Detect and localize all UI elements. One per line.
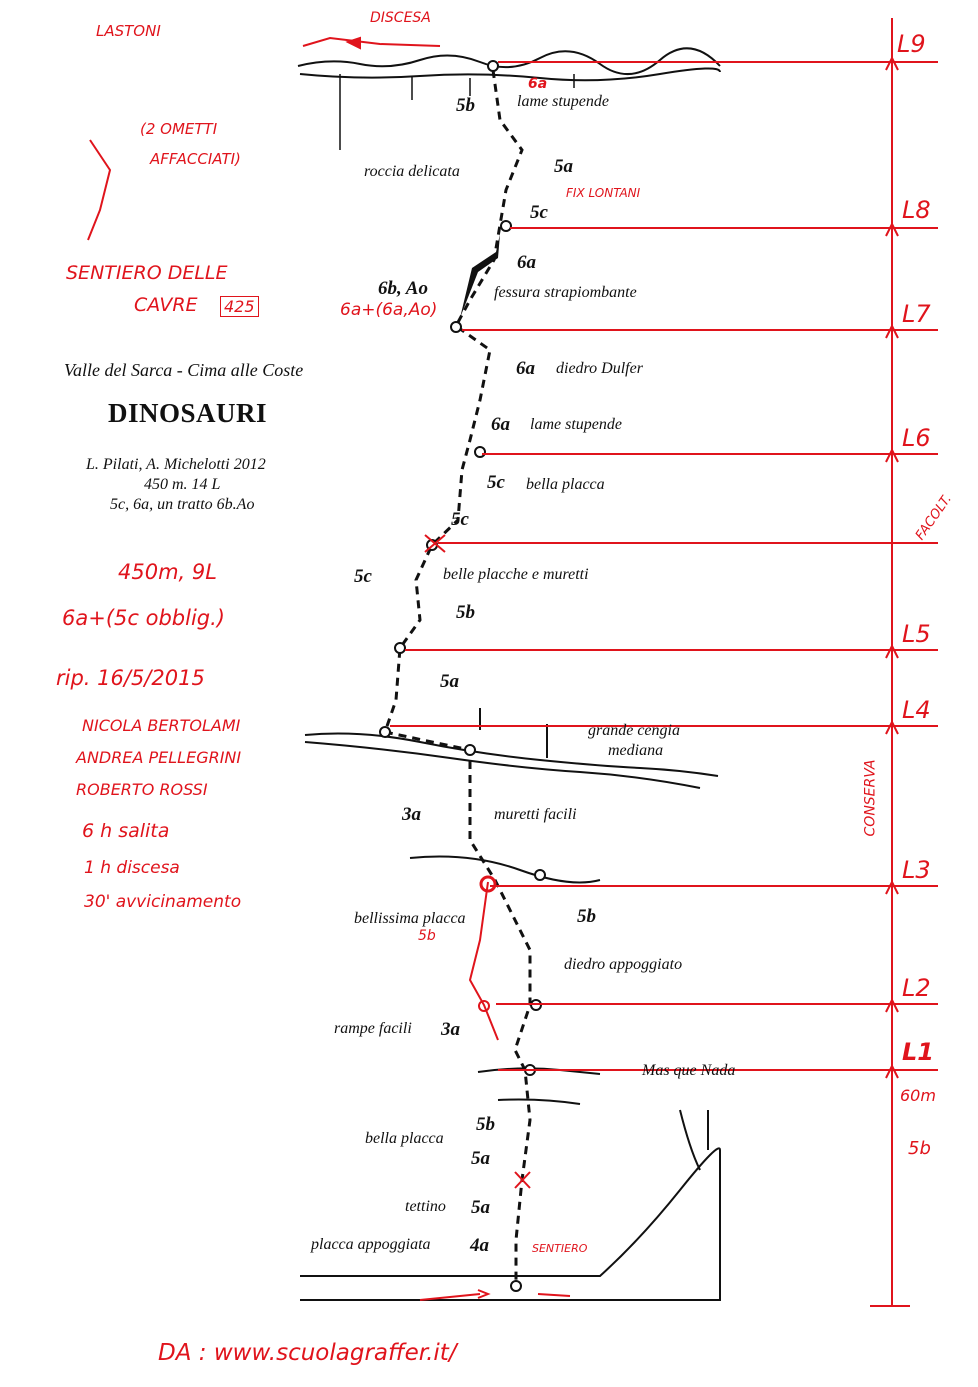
grade-5c-placca: 5c xyxy=(487,472,505,493)
label-mas-que-nada: Mas que Nada xyxy=(642,1062,736,1079)
note-sentiero-1: SENTIERO DELLE xyxy=(66,262,228,284)
note-time-3: 30' avvicinamento xyxy=(84,892,242,912)
route-authors: L. Pilati, A. Michelotti 2012 xyxy=(86,456,266,473)
grade-5a-tettino: 5a xyxy=(471,1197,490,1218)
label-bella-placca-upper: bella placca xyxy=(526,476,605,493)
route-length: 450 m. 14 L xyxy=(144,476,221,493)
label-roccia-delicata: roccia delicata xyxy=(364,163,460,180)
note-grade-top-red: 6a xyxy=(528,76,548,92)
label-fessura: fessura strapiombante xyxy=(494,284,637,301)
pitch-l9: L9 xyxy=(897,30,926,58)
grade-5c-mid: 5c xyxy=(451,509,469,530)
pitch-l3: L3 xyxy=(902,856,931,884)
label-belle-placche: belle placche e muretti xyxy=(443,566,589,583)
grade-5a-top: 5a xyxy=(554,156,573,177)
grade-6a-lame: 6a xyxy=(491,414,510,435)
note-sentiero-2: CAVRE xyxy=(134,294,198,316)
grade-3a-rampe: 3a xyxy=(441,1019,460,1040)
grade-4a: 4a xyxy=(470,1235,489,1256)
grade-3a-muretti: 3a xyxy=(402,804,421,825)
grade-6b-ao: 6b, Ao xyxy=(378,278,428,299)
grade-6a-dulfer: 6a xyxy=(516,358,535,379)
note-summary-2: 6a+(5c obblig.) xyxy=(62,606,225,630)
pitch-l1: L1 xyxy=(902,1038,934,1066)
note-climber-3: ROBERTO ROSSI xyxy=(76,780,208,799)
note-time-2: 1 h discesa xyxy=(84,858,180,878)
variant-red-x xyxy=(425,535,530,1188)
note-time-1: 6 h salita xyxy=(82,820,170,842)
note-source: DA : www.scuolagraffer.it/ xyxy=(158,1340,457,1366)
grade-5b-top: 5b xyxy=(456,95,475,116)
note-sentiero-num: 425 xyxy=(220,296,259,317)
label-lame-stupende-top: lame stupende xyxy=(517,93,609,110)
label-bellissima-placca: bellissima placca xyxy=(354,910,466,927)
label-lame-stupende: lame stupende xyxy=(530,416,622,433)
note-bellissima-red: 5b xyxy=(418,928,436,944)
grade-5b-bellissima: 5b xyxy=(577,906,596,927)
pitch-l4: L4 xyxy=(902,696,931,724)
pitch-l8: L8 xyxy=(902,196,931,224)
note-grade-6b-red: 6a+(6a,Ao) xyxy=(340,300,438,320)
grade-5a-mid: 5a xyxy=(440,671,459,692)
note-climber-1: NICOLA BERTOLAMI xyxy=(82,716,241,735)
route-grades: 5c, 6a, un tratto 6b.Ao xyxy=(110,496,255,513)
note-fix-lontani: FIX LONTANI xyxy=(566,186,641,200)
route-title: DINOSAURI xyxy=(108,398,268,428)
note-facolt: FACOLT. xyxy=(912,491,955,544)
grade-5b-low: 5b xyxy=(476,1114,495,1135)
pitch-lines xyxy=(88,18,938,1306)
grade-5a-low: 5a xyxy=(471,1148,490,1169)
label-diedro-appoggiato: diedro appoggiato xyxy=(564,956,683,973)
pitch-l2: L2 xyxy=(902,974,931,1002)
note-rip: rip. 16/5/2015 xyxy=(56,666,205,690)
note-lastoni: LASTONI xyxy=(96,22,161,40)
note-ometti-2: AFFACCIATI) xyxy=(150,150,241,168)
area-name: Valle del Sarca - Cima alle Coste xyxy=(64,360,304,380)
note-conserva: CONSERVA xyxy=(862,759,879,837)
variant-red-line xyxy=(470,882,498,1040)
grade-5b-mid: 5b xyxy=(456,602,475,623)
note-discesa: DISCESA xyxy=(370,10,431,26)
summit-ridge xyxy=(298,48,720,150)
label-diedro-dulfer: diedro Dulfer xyxy=(556,360,643,377)
grade-5c-top: 5c xyxy=(530,202,548,223)
note-l1-length: 60m xyxy=(900,1086,936,1105)
ground-base xyxy=(300,1110,720,1300)
label-placca-appoggiata: placca appoggiata xyxy=(311,1236,431,1253)
label-muretti-facili: muretti facili xyxy=(494,806,577,823)
pitch-l7: L7 xyxy=(902,300,931,328)
grade-5c-belle: 5c xyxy=(354,566,372,587)
label-grande-cengia: grande cengia xyxy=(588,722,680,739)
label-rampe-facili: rampe facili xyxy=(334,1020,412,1037)
grade-6a-fess: 6a xyxy=(517,252,536,273)
label-bella-placca-lower: bella placca xyxy=(365,1130,444,1147)
note-ometti-1: (2 OMETTI xyxy=(140,120,218,138)
note-climber-2: ANDREA PELLEGRINI xyxy=(76,748,242,767)
pitch-l6: L6 xyxy=(902,424,931,452)
note-sentiero-start: SENTIERO xyxy=(532,1242,588,1255)
label-mediana: mediana xyxy=(608,742,664,759)
pitch-l5: L5 xyxy=(902,620,931,648)
note-l1-grade: 5b xyxy=(908,1138,931,1159)
label-tettino: tettino xyxy=(405,1198,446,1215)
lower-ledges xyxy=(410,857,600,1105)
belay-points xyxy=(380,61,548,1291)
note-summary-1: 450m, 9L xyxy=(118,560,217,584)
